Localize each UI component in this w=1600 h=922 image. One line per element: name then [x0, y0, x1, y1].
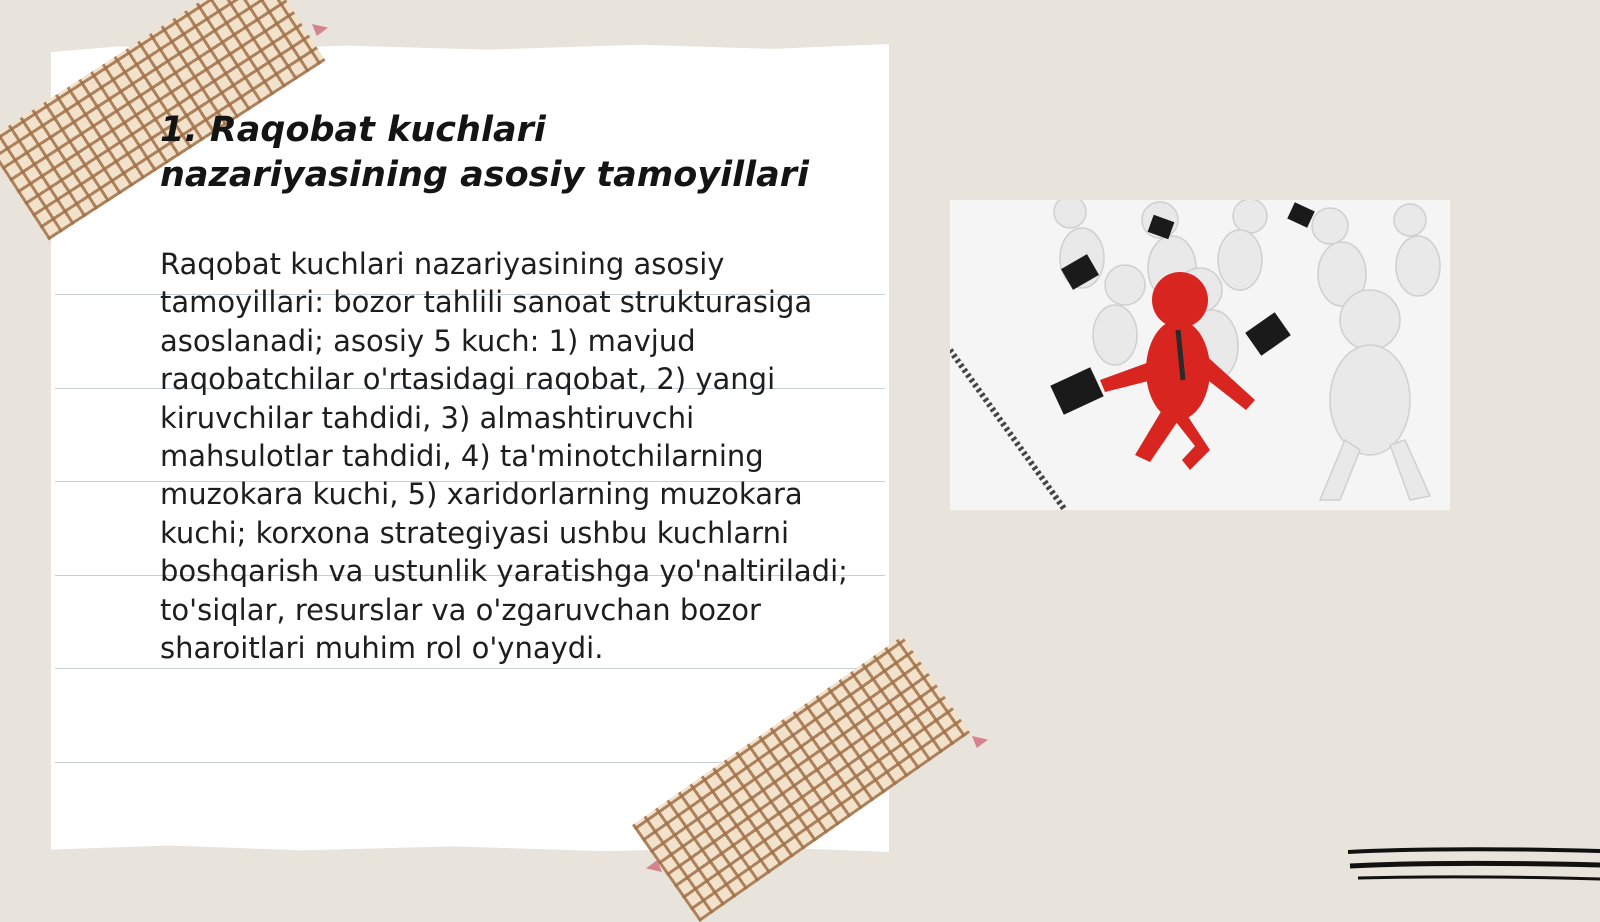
businessman-running-figures-icon [950, 200, 1450, 510]
tape-end-mark [972, 736, 988, 748]
decorative-scribble-lines [1348, 846, 1600, 892]
slide-body-text: Raqobat kuchlari nazariyasining asosiy tamoyillari: bozor tahlili sanoat strukturasiga asoslanadi; asosiy 5 kuch: 1) mavjud raqobatchilar o'rtasidagi raqobat, 2) yangi kiruvchilar tahdidi, 3) almashtiruvchi mahsulotlar tahdidi, 4) ta'minotchilarning muzokara kuchi, 5) xaridorlarning muzokara kuchi; korxona strategiyasi ushbu kuchlarni boshqarish va ustunlik yaratishga yo'naltiriladi; to'siqlar, resurslar va o'zgaruvchan bozor sharoitlari muhim rol o'ynaydi. [160, 247, 848, 666]
slide-title: 1. Raqobat kuchlari nazariyasining asosiy tamoyillari [160, 110, 809, 195]
paper-rule-line [55, 668, 885, 669]
tape-end-mark [312, 24, 328, 36]
